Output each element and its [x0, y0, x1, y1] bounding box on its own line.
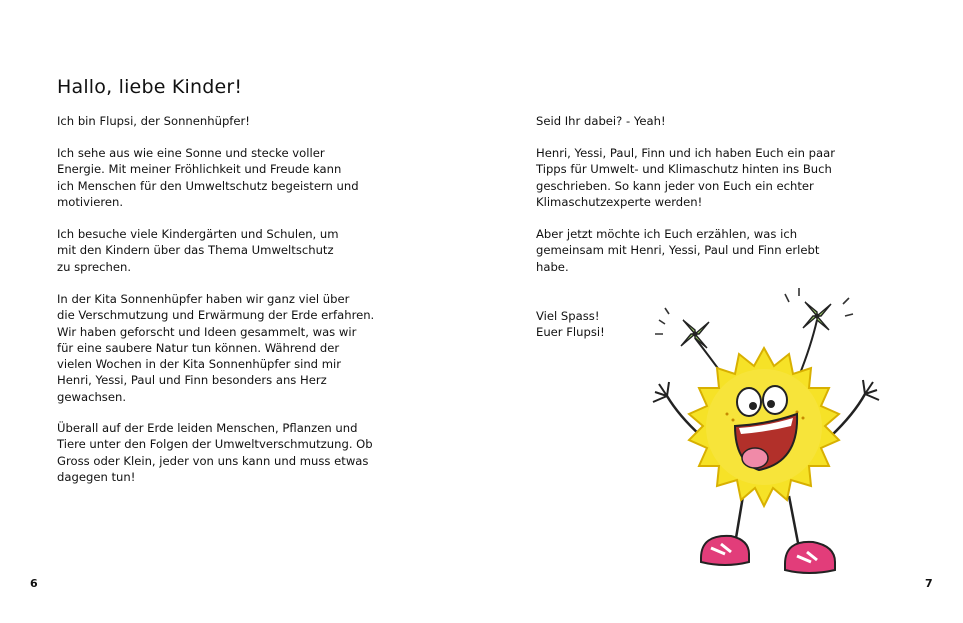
paragraph-kita: In der Kita Sonnenhüpfer haben wir ganz viel über die Verschmutzung und Erwärmung der Erde erfahren. Wir haben geforscht und Ideen gesammelt, was wir für eine saubere Natur tun können. Während der vielen Wochen in der Kita Sonnenhüpfer sind mir Henri, Yessi, Paul und Finn besonders ans Herz gewachsen.: [57, 292, 375, 404]
right-hand: [863, 380, 879, 400]
paragraph-intro: Ich bin Flupsi, der Sonnenhüpfer!: [57, 114, 250, 128]
right-page: [481, 0, 963, 623]
right-leg: [789, 496, 799, 548]
left-pinwheel: [681, 320, 709, 348]
left-eye: [737, 388, 761, 416]
paragraph-cheer: Seid Ihr dabei? - Yeah!: [536, 114, 666, 128]
left-hand: [653, 382, 669, 402]
page-number-left: 6: [30, 577, 38, 590]
paragraph-energy: Ich sehe aus wie eine Sonne und stecke voller Energie. Mit meiner Fröhlichkeit und Freude kann ich Menschen für den Umweltschutz begeistern und motivieren.: [57, 146, 359, 209]
tongue: [742, 448, 768, 468]
left-shoe: [701, 536, 749, 565]
paragraph-tips: Henri, Yessi, Paul, Finn und ich haben Euch ein paar Tipps für Umwelt- und Klimaschutz hinten ins Buch geschrieben. So kann jeder von Euch ein echter Klimaschutzexperte werden!: [536, 146, 835, 209]
flupsi-sun-illustration: [639, 286, 889, 586]
paragraph-everywhere: Überall auf der Erde leiden Menschen, Pflanzen und Tiere unter den Folgen der Umweltverschmutzung. Ob Gross oder Klein, jeder von uns kann und muss etwas dagegen tun!: [57, 421, 373, 484]
paragraph-story: Aber jetzt möchte ich Euch erzählen, was ich gemeinsam mit Henri, Yessi, Paul und Finn erlebt habe.: [536, 227, 820, 274]
page-title: Hallo, liebe Kinder!: [57, 76, 243, 98]
right-eye: [763, 386, 787, 414]
left-page: [0, 0, 481, 623]
paragraph-signoff: Viel Spass! Euer Flupsi!: [536, 309, 605, 340]
right-shoe: [785, 542, 835, 573]
right-antenna: [799, 320, 817, 376]
page-number-right: 7: [925, 577, 933, 590]
paragraph-visits: Ich besuche viele Kindergärten und Schulen, um mit den Kindern über das Thema Umweltschutz zu sprechen.: [57, 227, 339, 274]
right-pinwheel: [803, 302, 831, 330]
